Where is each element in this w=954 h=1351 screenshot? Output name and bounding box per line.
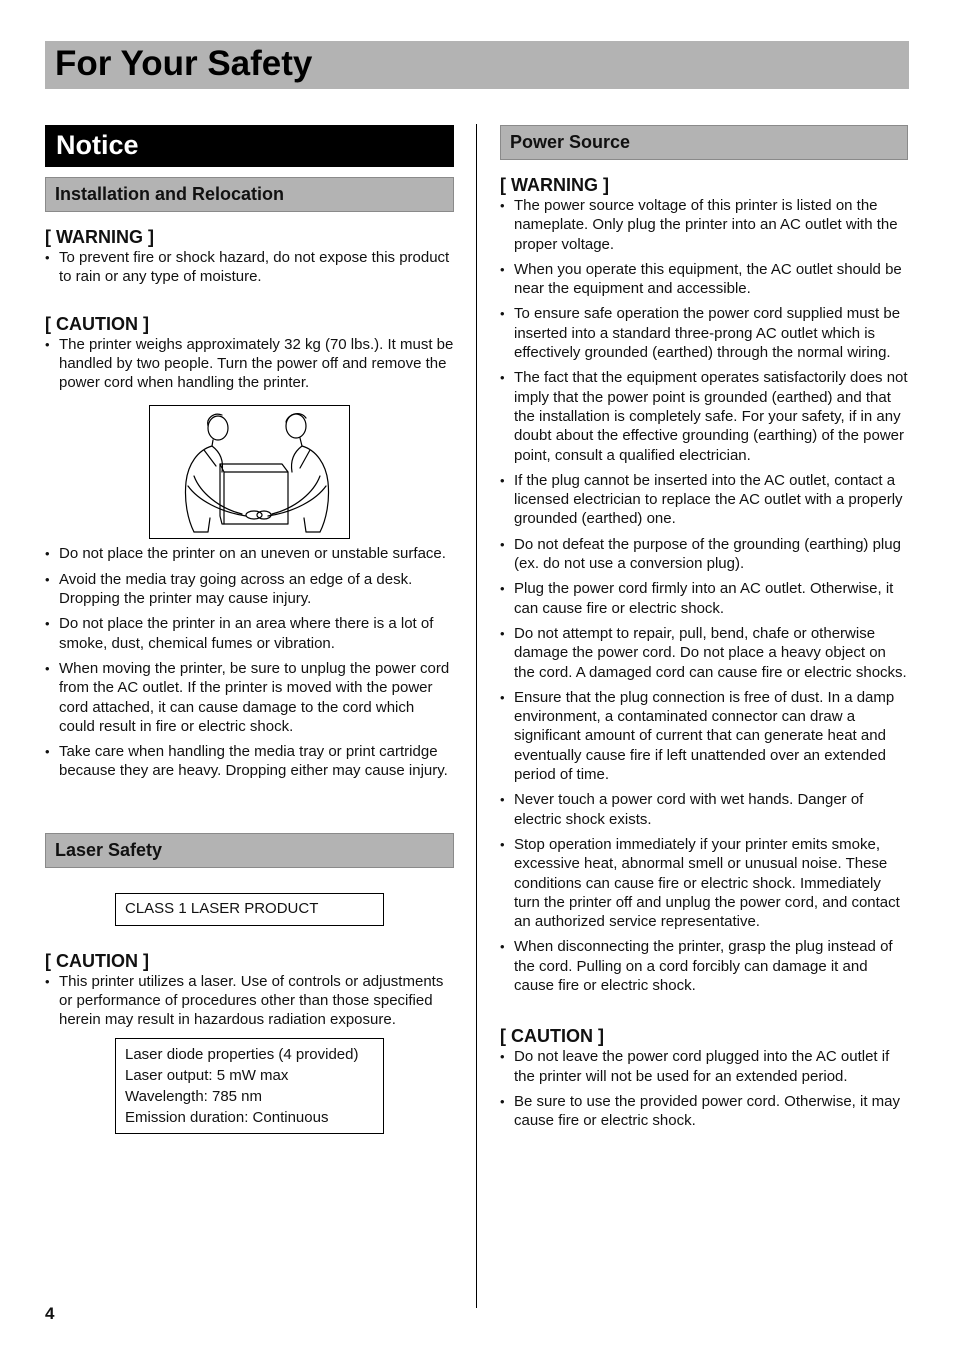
laser-class-label: CLASS 1 LASER PRODUCT: [115, 893, 384, 926]
left-column: [45, 125, 454, 1134]
list-item: • Do not place the printer in an area where there is a lot of smoke, dust, chemical fumes or vibration.: [45, 614, 454, 653]
list-item: • This printer utilizes a laser. Use of controls or adjustments or performance of procedures other than those specified herein may result in hazardous radiation exposure.: [45, 972, 454, 1030]
list-item: • Do not defeat the purpose of the grounding (earthing) plug (ex. do not use a conversion plug).: [500, 535, 908, 574]
list-item: • Stop operation immediately if your printer emits smoke, excessive heat, abnormal smell or unusual noise. These conditions can cause fire or electric shock. Immediately turn the printer off and unplug the power cord, and contact an authorized service representative.: [500, 835, 908, 931]
installation-caution-heading: [ CAUTION ]: [45, 313, 149, 334]
installation-section-heading: Installation and Relocation: [45, 177, 454, 212]
laser-caution-heading: [ CAUTION ]: [45, 950, 149, 971]
power-caution-list: [500, 1047, 908, 1130]
list-item: • The printer weighs approximately 32 kg (70 lbs.). It must be handled by two people. Turn the power off and remove the power cord when handling the printer.: [45, 335, 454, 393]
laser-property: Wavelength: 785 nm: [125, 1087, 263, 1105]
column-divider: [476, 124, 477, 1308]
installation-warning-heading: [ WARNING ]: [45, 227, 154, 247]
laser-section-heading: Laser Safety: [45, 833, 454, 868]
laser-property: Laser diode properties (4 provided): [125, 1045, 359, 1063]
list-item: • When moving the printer, be sure to unplug the power cord from the AC outlet. If the printer is moved with the power cord attached, it can cause damage to the cord which could result in fire or electric shock.: [45, 659, 454, 736]
right-column: [500, 125, 908, 1130]
laser-property: Emission duration: Continuous: [125, 1108, 329, 1126]
list-item: • When disconnecting the printer, grasp the plug instead of the cord. Pulling on a cord forcibly can damage it and cause fire or electric shock.: [500, 937, 908, 995]
power-warning-heading: [ WARNING ]: [500, 175, 609, 195]
power-section-heading: Power Source: [500, 125, 908, 160]
list-item: • When you operate this equipment, the AC outlet should be near the equipment and accessible.: [500, 260, 908, 299]
list-item: • The fact that the equipment operates satisfactorily does not imply that the power point is grounded (earthed) and that the installation is completely safe. For your safety, if in any doubt about the effective grounding (earthing) of the power point, consult a qualified electrician.: [500, 368, 908, 464]
list-item: • Do not place the printer on an uneven or unstable surface.: [45, 544, 454, 563]
list-item: • Never touch a power cord with wet hands. Danger of electric shock exists.: [500, 790, 908, 829]
list-item: • To ensure safe operation the power cord supplied must be inserted into a standard three-prong AC outlet which is effectively grounded (earthed) through the normal wiring.: [500, 304, 908, 362]
list-item: • Be sure to use the provided power cord. Otherwise, it may cause fire or electric shock.: [500, 1092, 908, 1131]
two-people-lifting-printer-illustration: [149, 405, 350, 539]
laser-property: Laser output: 5 mW max: [125, 1066, 289, 1084]
list-item: • If the plug cannot be inserted into the AC outlet, contact a licensed electrician to replace the AC outlet with a properly grounded (earthed) one.: [500, 471, 908, 529]
page-number: 4: [45, 1304, 55, 1323]
page-title-banner: For Your Safety: [45, 41, 909, 89]
list-item: • To prevent fire or shock hazard, do not expose this product to rain or any type of moisture.: [45, 248, 454, 287]
power-warning-list: [500, 196, 908, 995]
laser-properties-box: [115, 1038, 384, 1134]
list-item: • Do not attempt to repair, pull, bend, chafe or otherwise damage the power cord. Do not place a heavy object on the cord. A damaged cord can cause fire or electric shocks.: [500, 624, 908, 682]
laser-caution-list: [45, 972, 454, 1030]
list-item: • Avoid the media tray going across an edge of a desk. Dropping the printer may cause injury.: [45, 570, 454, 609]
list-item: • The power source voltage of this printer is listed on the nameplate. Only plug the printer into an AC outlet with the proper voltage.: [500, 196, 908, 254]
notice-heading: Notice: [45, 125, 454, 167]
list-item: • Plug the power cord firmly into an AC outlet. Otherwise, it can cause fire or electric shock.: [500, 579, 908, 618]
list-item: • Ensure that the plug connection is free of dust. In a damp environment, a contaminated connector can draw a significant amount of current that can generate heat and eventually cause fire if left unattended over an extended period of time.: [500, 688, 908, 784]
installation-warning-list: [45, 248, 454, 287]
list-item: • Do not leave the power cord plugged into the AC outlet if the printer will not be used for an extended period.: [500, 1047, 908, 1086]
list-item: • Take care when handling the media tray or print cartridge because they are heavy. Dropping either may cause injury.: [45, 742, 454, 781]
installation-more-list: [45, 544, 454, 780]
power-caution-heading: [ CAUTION ]: [500, 1026, 604, 1047]
installation-caution-list: [45, 335, 454, 393]
